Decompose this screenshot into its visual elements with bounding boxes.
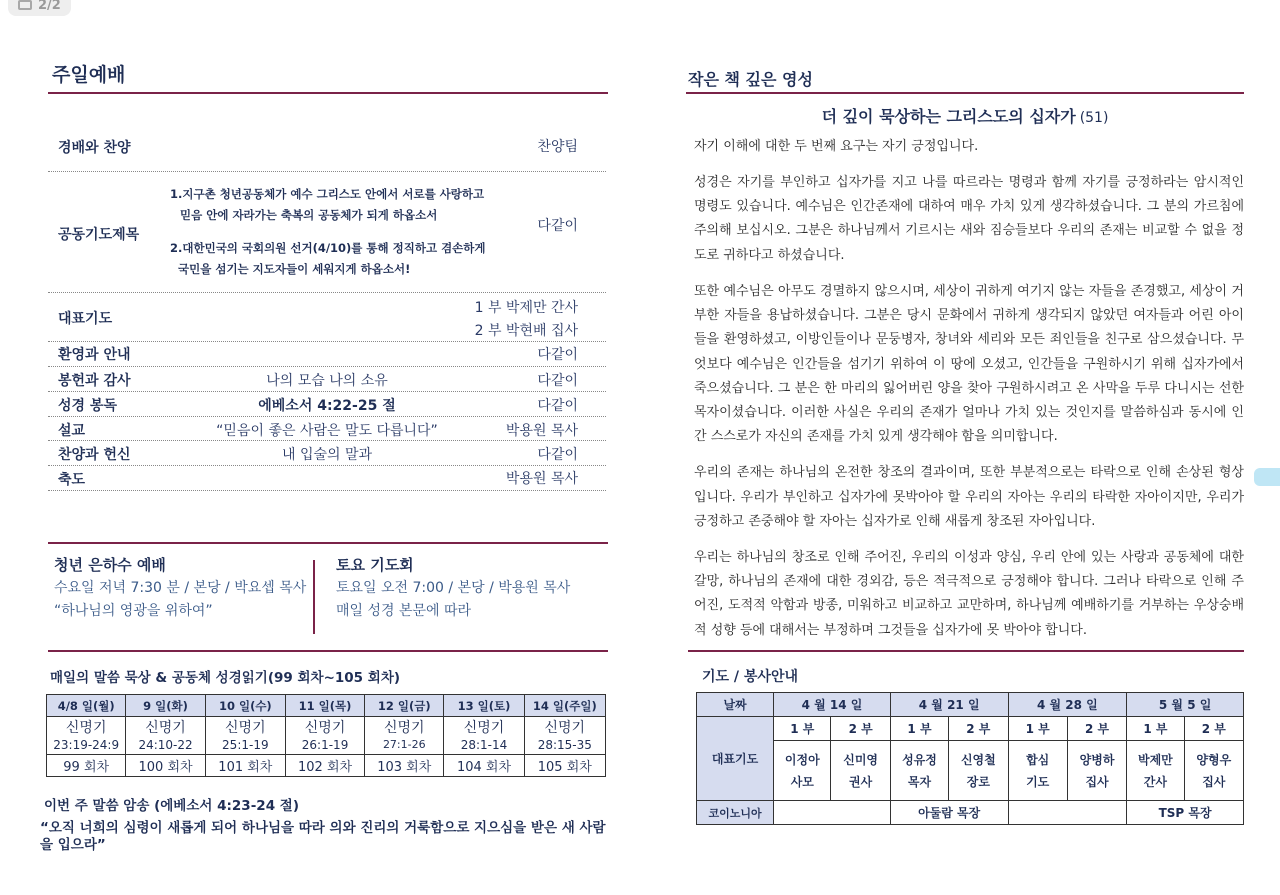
service-divider xyxy=(313,560,315,634)
duty-table xyxy=(696,692,1244,825)
order-content: “믿음이 좋은 사람은 말도 다릅니다” xyxy=(216,423,438,439)
essay-paragraph: 성경은 자기를 부인하고 십자가를 지고 나를 따르라는 명령과 함께 자기를 긍정하라는 암시적인 명령도 있습니다. 예수님은 인간존재에 대하여 매우 가치 있게 생각하셨습니다. 그 분의 가르침에 주의해 보십시오. 그분은 하나님께서 기르시는 새와 짐승들보다 우리의 존재는 비교할 수 없을 정도로 귀하다고 하셨습니다. xyxy=(694,174,1244,263)
order-leader: 다같이 xyxy=(537,447,578,463)
reading-cell xyxy=(126,717,205,755)
reading-verse: 28:15-35 xyxy=(537,737,592,752)
duty-header-label: 날짜 xyxy=(697,693,774,717)
duty-name: 성유정 xyxy=(902,752,937,767)
order-content: 나의 모습 나의 소유 xyxy=(266,373,388,389)
reading-cell xyxy=(47,717,126,755)
duty-role: 목자 xyxy=(907,774,932,789)
order-content: 내 입술의 말과 xyxy=(281,447,373,463)
duty-name: 신영철 xyxy=(960,752,996,767)
essay-body xyxy=(686,135,1244,643)
reading-cell xyxy=(205,717,285,755)
youth-service-time: 수요일 저녁 7:30 분 / 본당 / 박요셉 목사 xyxy=(54,580,307,596)
reading-table xyxy=(46,694,606,777)
duty-person xyxy=(949,741,1008,801)
saturday-prayer xyxy=(336,554,570,623)
duty-role: 권사 xyxy=(849,774,873,789)
duty-person xyxy=(831,741,890,801)
duty-part: 1 부 xyxy=(890,717,948,741)
duty-name: 신미영 xyxy=(843,752,879,767)
duty-name: 이정아 xyxy=(784,752,820,767)
order-leader: 다같이 xyxy=(537,218,578,234)
reading-count: 103 회차 xyxy=(365,755,444,777)
reading-title: 매일의 말씀 묵상 & 공동체 성경읽기(99 회차~105 회차) xyxy=(50,670,401,686)
reading-book: 신명기 xyxy=(383,719,425,736)
duty-person xyxy=(890,741,948,801)
saturday-prayer-time: 토요일 오전 7:00 / 본당 / 박용원 목사 xyxy=(336,580,571,596)
duty-part: 2 부 xyxy=(1184,717,1243,741)
title-divider xyxy=(48,92,608,94)
order-row xyxy=(48,172,606,293)
reading-book: 신명기 xyxy=(463,719,505,736)
essay-paragraph: 자기 이해에 대한 두 번째 요구는 자기 긍정입니다. xyxy=(694,139,979,154)
duty-person xyxy=(774,741,831,801)
order-label: 봉헌과 감사 xyxy=(58,373,131,389)
duty-date: 5 월 5 일 xyxy=(1127,693,1244,717)
reading-date: 4/8 일(월) xyxy=(47,695,126,717)
prayer-topics xyxy=(170,184,486,280)
order-leader: 박용원 목사 xyxy=(505,423,578,439)
duty-person xyxy=(1127,741,1184,801)
koinonia-cell: TSP 목장 xyxy=(1127,801,1244,825)
reading-date: 12 일(금) xyxy=(365,695,444,717)
duty-date: 4 월 14 일 xyxy=(774,693,891,717)
reading-book: 신명기 xyxy=(65,719,107,736)
essay-title xyxy=(686,104,1244,127)
title-divider xyxy=(686,92,1244,94)
memory-verse-text: “오직 너희의 심령이 새롭게 되어 하나님을 따라 의와 진리의 거룩함으로 지으심을 받은 새 사람을 입으라” xyxy=(40,820,606,853)
order-label: 환영과 안내 xyxy=(58,347,131,363)
page-indicator[interactable] xyxy=(8,0,71,16)
order-row xyxy=(48,441,606,466)
duty-person xyxy=(1008,741,1067,801)
essay-title-text: 더 깊이 묵상하는 그리스도의 십자가 xyxy=(821,107,1076,126)
left-column xyxy=(40,58,608,853)
order-leader: 2 부 박현배 집사 xyxy=(474,323,578,339)
side-tab-marker[interactable] xyxy=(1254,468,1280,486)
order-row xyxy=(48,466,606,491)
duty-role: 사모 xyxy=(790,774,814,789)
order-label: 공동기도제목 xyxy=(58,227,140,243)
duty-title: 기도 / 봉사안내 xyxy=(702,669,799,685)
order-label: 대표기도 xyxy=(58,311,113,327)
duty-role: 간사 xyxy=(1143,774,1167,789)
order-row xyxy=(48,417,606,441)
reading-count: 99 회차 xyxy=(47,755,126,777)
reading-count: 104 회차 xyxy=(444,755,524,777)
youth-service-title: 청년 은하수 예배 xyxy=(54,556,166,574)
reading-cell xyxy=(444,717,524,755)
essay-divider xyxy=(688,650,1244,652)
reading-verse: 27:1-26 xyxy=(382,737,426,751)
right-column xyxy=(686,68,1244,820)
order-row xyxy=(48,392,606,417)
reading-cell xyxy=(524,717,605,755)
prayer-line: 1.지구촌 청년공동체가 예수 그리스도 안에서 서로를 사랑하고 xyxy=(170,187,485,201)
duty-part: 1 부 xyxy=(1127,717,1184,741)
order-leader: 찬양팀 xyxy=(537,139,578,155)
prayer-line: 믿음 안에 자라가는 축복의 공동체가 되게 하옵소서 xyxy=(180,208,438,222)
duty-date: 4 월 28 일 xyxy=(1008,693,1127,717)
order-label: 경배와 찬양 xyxy=(58,140,131,156)
duty-name: 박제만 xyxy=(1138,752,1173,767)
prayer-line: 2.대한민국의 국회의원 선거(4/10)를 통해 정직하고 겸손하게 xyxy=(170,241,486,255)
duty-row-label: 코이노니아 xyxy=(697,801,774,825)
koinonia-cell: 아둘람 목장 xyxy=(890,801,1008,825)
essay-paragraph: 우리의 존재는 하나님의 온전한 창조의 결과이며, 또한 부분적으로는 타락으로 인해 손상된 형상입니다. 우리가 부인하고 십자가에 못박아야 할 우리의 자아는 우리의 타락한 자아이지만, 우리가 긍정하고 존중해야 할 자아는 십자가로 인해 새롭게 창조된 자아입니다. xyxy=(694,465,1244,529)
reading-book: 신명기 xyxy=(225,719,266,736)
order-leader: 다같이 xyxy=(537,373,578,389)
duty-name: 합심 xyxy=(1026,752,1050,767)
order-label: 찬양과 헌신 xyxy=(58,447,131,463)
koinonia-cell xyxy=(1008,801,1127,825)
duty-part: 2 부 xyxy=(831,717,890,741)
reading-date: 13 일(토) xyxy=(444,695,524,717)
order-content: 에베소서 4:22-25 절 xyxy=(258,398,396,414)
page-icon xyxy=(18,0,32,10)
order-row xyxy=(48,342,606,367)
order-leader: 박용원 목사 xyxy=(505,471,578,487)
reading-cell xyxy=(285,717,364,755)
order-label: 성경 봉독 xyxy=(58,398,117,414)
order-row xyxy=(48,367,606,392)
reading-date: 14 일(주일) xyxy=(524,695,605,717)
reading-count: 102 회차 xyxy=(285,755,364,777)
youth-service-theme: “하나님의 영광을 위하여” xyxy=(54,603,213,619)
reading-count: 100 회차 xyxy=(126,755,205,777)
reading-date: 10 일(수) xyxy=(205,695,285,717)
page-indicator-label: 2/2 xyxy=(38,0,61,13)
order-label: 설교 xyxy=(58,423,86,439)
essay-paragraph: 또한 예수님은 아무도 경멸하지 않으시며, 세상이 귀하게 여기지 않는 자들을 존경했고, 세상이 거부한 자들을 용납하셨습니다. 그분은 당시 문화에서 귀하게 생각되지 않았던 여자들과 어린 아이들을 환영하셨고, 이방인들이나 문둥병자, 창녀와 세리와 모든 죄인들을 친구로 삼으셨습니다. 무엇보다 예수님은 인간들을 섬기기 위하여 이 땅에 오셨고, 인간들을 구원하시기 위해 십자가에서 죽으셨습니다. 그 분은 한 마리의 잃어버린 양을 찾아 구원하시려고 온 사막을 두루 다니시는 선한 목자이셨습니다. 이러한 사실은 우리의 존재가 얼마나 가치 있는 것인지를 말씀하심과 동시에 인간 스스로가 자신의 존재를 가치 있게 생각해야 함을 의미합니다. xyxy=(694,283,1244,445)
duty-part: 2 부 xyxy=(1067,717,1126,741)
duty-role: 집사 xyxy=(1202,774,1226,789)
koinonia-cell xyxy=(774,801,891,825)
order-leader: 다같이 xyxy=(537,398,578,414)
duty-part: 1 부 xyxy=(1008,717,1067,741)
essay-section-title: 작은 책 깊은 영성 xyxy=(688,70,813,89)
order-label: 축도 xyxy=(58,472,86,488)
order-row xyxy=(48,293,606,342)
reading-verse: 26:1-19 xyxy=(301,737,349,752)
duty-role: 기도 xyxy=(1026,774,1050,789)
duty-role: 장로 xyxy=(966,774,990,789)
duty-name: 양형우 xyxy=(1196,752,1232,767)
reading-date: 11 일(목) xyxy=(285,695,364,717)
duty-part: 2 부 xyxy=(949,717,1008,741)
duty-person xyxy=(1184,741,1243,801)
essay-number: (51) xyxy=(1079,110,1109,126)
reading-cell xyxy=(365,717,444,755)
duty-role: 집사 xyxy=(1085,774,1109,789)
reading-date: 9 일(화) xyxy=(126,695,205,717)
duty-name: 양병하 xyxy=(1079,752,1115,767)
duty-date: 4 월 21 일 xyxy=(890,693,1008,717)
worship-title: 주일예배 xyxy=(52,64,126,86)
reading-verse: 24:10-22 xyxy=(138,737,193,752)
saturday-prayer-note: 매일 성경 본문에 따라 xyxy=(336,603,472,619)
duty-row-label: 대표기도 xyxy=(697,717,774,801)
reading-verse: 25:1-19 xyxy=(222,737,269,752)
memory-verse-title: 이번 주 말씀 암송 (에베소서 4:23-24 절) xyxy=(44,798,299,814)
reading-count: 105 회차 xyxy=(524,755,605,777)
duty-person xyxy=(1067,741,1126,801)
reading-book: 신명기 xyxy=(304,719,346,736)
youth-service xyxy=(54,554,306,623)
reading-book: 신명기 xyxy=(544,719,586,736)
essay-paragraph: 우리는 하나님의 창조로 인해 주어진, 우리의 이성과 양심, 우리 안에 있는 사랑과 공동체에 대한 갈망, 하나님의 존재에 대한 경외감, 등은 적극적으로 긍정해야 합니다. 그러나 타락으로 인해 주어진, 도적적 악함과 방종, 미워하고 비교하고 교만하며, 하나님께 예배하기를 거부하는 우상숭배적 성향 등에 대해서는 부정하며 그것들을 십자가에 못 박아야 합니다. xyxy=(694,549,1244,638)
order-row xyxy=(48,130,606,172)
order-leader: 1 부 박제만 간사 xyxy=(474,300,578,316)
worship-order xyxy=(48,130,606,491)
reading-verse: 28:1-14 xyxy=(460,737,508,752)
duty-part: 1 부 xyxy=(774,717,831,741)
reading-count: 101 회차 xyxy=(205,755,285,777)
prayer-line: 국민을 섬기는 지도자들이 세워지게 하옵소서! xyxy=(178,262,411,276)
weekday-services xyxy=(48,542,608,652)
order-leader: 다같이 xyxy=(537,347,578,363)
saturday-prayer-title: 토요 기도회 xyxy=(336,556,414,574)
reading-book: 신명기 xyxy=(145,719,186,736)
reading-verse: 23:19-24:9 xyxy=(53,737,120,752)
